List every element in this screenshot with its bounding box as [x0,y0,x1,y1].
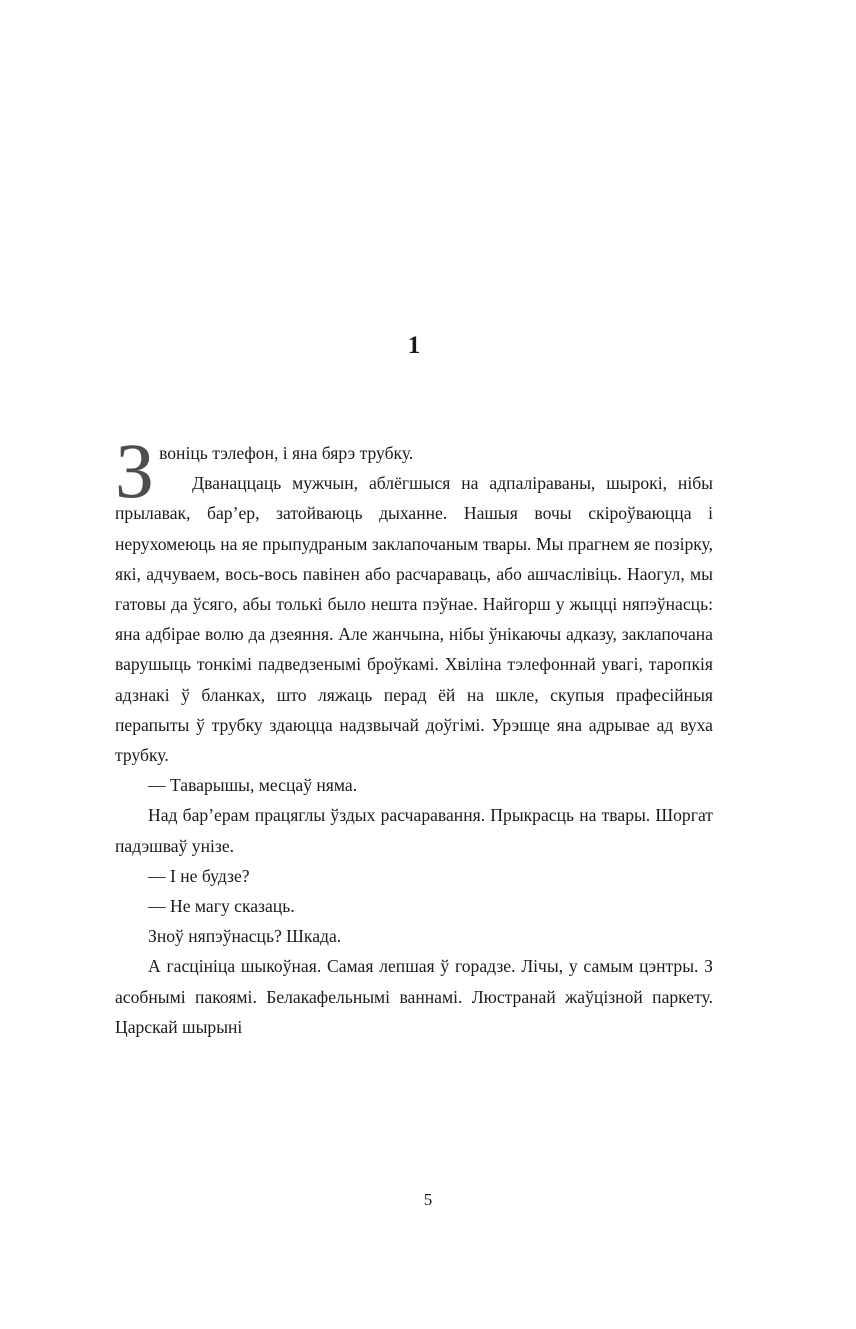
dialogue-line: — Таварышы, месцаў няма. [148,775,358,796]
page-number: 5 [423,1190,433,1209]
paragraph: Дванаццаць мужчын, аблёгшыся на адпаліраваны, шырокі, нібы прылавак, бар’ер, затойваюць дыханне. Нашыя вочы скіроўваюцца і нерухомеюць на яе прыпудраным заклапочаным твары. Мы прагнем яе позірку, які, адчуваем, вось-вось павінен або расчараваць, або ашчаслівіць. Наогул, мы гатовы да ўсяго, абы толькі было нешта пэўнае. Найгорш у жыцці няпэўнасць: яна адбірае волю да дзеяння. Але жанчына, нібы ўнікаючы адказу, заклапочана варушыць тонкімі падведзенымі броўкамі. Хвіліна тэлефоннай увагі, таропкія адзнакі ў бланках, што ляжаць перад ёй на шкле, скупыя прафесійныя перапыты ў трубку здаюцца надзвычай доўгімі. Урэшце яна адрывае ад вуха трубку. [115,473,713,766]
dialogue-line: — Не магу сказаць. [148,896,295,917]
drop-cap-letter: З [115,427,155,514]
paragraph: Над бар’ерам працяглы ўздых расчаравання. Прыкрасць на твары. Шоргат падэшваў унізе. [115,805,713,856]
body-text [115,427,713,1042]
page-content [115,0,713,1042]
paragraph-text: воніць тэлефон, і яна бярэ трубку. [159,443,414,463]
paragraph: А гасцініца шыкоўная. Самая лепшая ў горадзе. Лічы, у самым цэнтры. З асобнымі пакоямі. Белакафельнымі ваннамі. Люстранай жаўцізной паркету. Царскай шырыні [115,956,713,1037]
dialogue-line: — І не будзе? [148,865,250,886]
paragraph-dropcap [115,427,713,514]
paragraph: Зноў няпэўнасць? Шкада. [148,926,342,947]
chapter-number: 1 [407,332,421,359]
